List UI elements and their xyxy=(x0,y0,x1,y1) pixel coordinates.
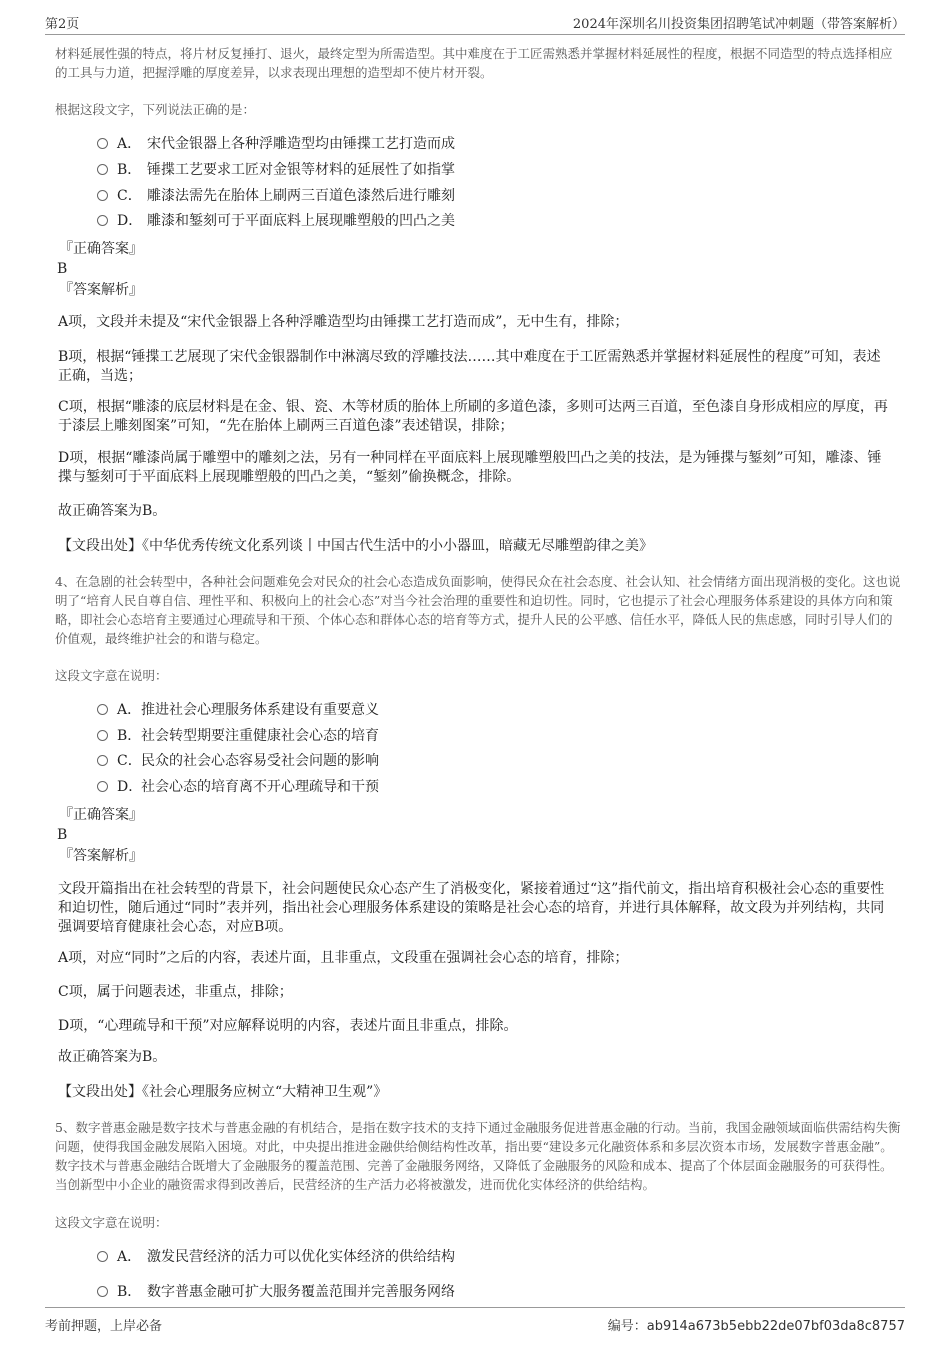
q4-passage: 4、在急剧的社会转型中，各种社会问题难免会对民众的社会心态造成负面影响，使得民众在社会态度、社会认知、社会情绪方面出现消极的变化。这也说明了“培育人民自尊自信、理性平和、积极向上的社会心态”对当今社会治理的重要性和迫切性。同时，它也提示了社会心理服务体系建设的具体方向和策略，即社会心态培育主要通过心理疏导和干预、个体心态和群体心态的培育等方式，提升人民的公平感、信任水平，降低人民的焦虑感，同时引导人们的价值观，最终维护社会的和谐与稳定。 xyxy=(55,574,901,646)
q4-analysis-label: 『答案解析』 xyxy=(59,848,143,864)
radio-button-icon[interactable] xyxy=(97,730,108,741)
page-number: 第2页 xyxy=(45,17,80,32)
q4-prompt: 这段文字意在说明： xyxy=(55,668,168,683)
q3-analysis-c: C项，根据“雕漆的底层材料是在金、银、瓷、木等材质的胎体上所刷的多道色漆，多则可达两三百道，至色漆自身形成相应的厚度，再于漆层上雕刻图案”可知，“先在胎体上刷两三百道色漆”表述错误，排除； xyxy=(58,399,888,434)
footer-slogan: 考前押题，上岸必备 xyxy=(45,1319,163,1334)
radio-button-icon[interactable] xyxy=(97,164,108,175)
radio-button-icon[interactable] xyxy=(97,704,108,715)
q4-analysis-d: D项，“心理疏导和干预”对应解释说明的内容，表述片面且非重点，排除。 xyxy=(58,1018,518,1034)
radio-button-icon[interactable] xyxy=(97,755,108,766)
q4-option-d[interactable]: D．社会心态的培育离不开心理疏导和干预 xyxy=(97,776,379,798)
q4-option-b[interactable]: B．社会转型期要注重健康社会心态的培育 xyxy=(97,725,379,747)
page-footer xyxy=(45,1307,905,1334)
q4-answer: B xyxy=(57,827,68,843)
radio-button-icon[interactable] xyxy=(97,1286,108,1297)
radio-button-icon[interactable] xyxy=(97,781,108,792)
document-code: 编号：ab914a673b5ebb22de07bf03da8c8757 xyxy=(607,1319,905,1334)
radio-button-icon[interactable] xyxy=(97,215,108,226)
q3-analysis-label: 『答案解析』 xyxy=(59,282,143,298)
q4-option-a[interactable]: A．推进社会心理服务体系建设有重要意义 xyxy=(97,699,379,721)
q5-prompt: 这段文字意在说明： xyxy=(55,1215,168,1230)
q3-answer-label: 『正确答案』 xyxy=(59,241,143,257)
q3-option-d[interactable]: D． 雕漆和錾刻可于平面底料上展现雕塑般的凹凸之美 xyxy=(97,210,455,232)
q5-option-a[interactable]: A． 激发民营经济的活力可以优化实体经济的供给结构 xyxy=(97,1246,455,1268)
q4-analysis-c: C项，属于问题表述，非重点，排除； xyxy=(58,984,293,1000)
q4-answer-label: 『正确答案』 xyxy=(59,807,143,823)
q4-analysis-summary: 文段开篇指出在社会转型的背景下，社会问题使民众心态产生了消极变化，紧接着通过“这”指代前文，指出培育积极社会心态的重要性和迫切性，随后通过“同时”表并列，指出社会心理服务体系建设的策略是社会心态的培育，并进行具体解释，故文段为并列结构，共同强调要培育健康社会心态，对应B项。 xyxy=(58,881,885,935)
q4-option-c[interactable]: C．民众的社会心态容易受社会问题的影响 xyxy=(97,750,379,772)
q4-source: 【文段出处】《社会心理服务应树立“大精神卫生观”》 xyxy=(58,1084,388,1100)
q3-option-a[interactable]: A． 宋代金银器上各种浮雕造型均由锤揲工艺打造而成 xyxy=(97,133,455,155)
radio-button-icon[interactable] xyxy=(97,190,108,201)
q3-passage: 材料延展性强的特点，将片材反复捶打、退火，最终定型为所需造型。其中难度在于工匠需熟悉并掌握材料延展性的程度，根据不同造型的特点选择相应的工具与力道，把握浮雕的厚度差异，以求表现出理想的造型却不使片材开裂。 xyxy=(55,46,893,80)
q3-analysis-b: B项，根据“锤揲工艺展现了宋代金银器制作中淋漓尽致的浮雕技法……其中难度在于工匠需熟悉并掌握材料延展性的程度”可知，表述正确，当选； xyxy=(58,349,881,384)
q3-answer: B xyxy=(57,261,68,277)
q5-option-b[interactable]: B． 数字普惠金融可扩大服务覆盖范围并完善服务网络 xyxy=(97,1281,455,1303)
q5-passage: 5、数字普惠金融是数字技术与普惠金融的有机结合，是指在数字技术的支持下通过金融服务促进普惠金融的行动。当前，我国金融领域面临供需结构失衡问题，使得我国金融发展陷入困境。对此，中央提出推进金融供给侧结构性改革，指出要“建设多元化融资体系和多层次资本市场，发展数字普惠金融”。数字技术与普惠金融结合既增大了金融服务的覆盖范围、完善了金融服务网络，又降低了金融服务的风险和成本、提高了个体层面金融服务的可获得性。当创新型中小企业的融资需求得到改善后，民营经济的生产活力必将被激发，进而优化实体经济的供给结构。 xyxy=(55,1120,901,1192)
q4-analysis-a: A项，对应“同时”之后的内容，表述片面，且非重点，文段重在强调社会心态的培育，排除； xyxy=(58,950,629,966)
q3-analysis-d: D项，根据“雕漆尚属于雕塑中的雕刻之法，另有一种同样在平面底料上展现雕塑般凹凸之美的技法，是为锤揲与錾刻”可知，雕漆、锤揲与錾刻可于平面底料上展现雕塑般的凹凸之美，“錾刻”偷换概念，排除。 xyxy=(58,450,882,485)
q3-conclusion: 故正确答案为B。 xyxy=(58,503,167,519)
document-title: 2024年深圳名川投资集团招聘笔试冲刺题（带答案解析） xyxy=(572,17,905,32)
q4-conclusion: 故正确答案为B。 xyxy=(58,1049,167,1065)
q3-option-c[interactable]: C． 雕漆法需先在胎体上刷两三百道色漆然后进行雕刻 xyxy=(97,185,455,207)
radio-button-icon[interactable] xyxy=(97,138,108,149)
q3-source: 【文段出处】《中华优秀传统文化系列谈丨中国古代生活中的小小器皿，暗藏无尽雕塑韵律之美》 xyxy=(58,538,653,554)
q3-option-b[interactable]: B． 锤揲工艺要求工匠对金银等材料的延展性了如指掌 xyxy=(97,159,455,181)
q3-analysis-a: A项，文段并未提及“宋代金银器上各种浮雕造型均由锤揲工艺打造而成”，无中生有，排除； xyxy=(58,314,629,330)
radio-button-icon[interactable] xyxy=(97,1251,108,1262)
q3-prompt: 根据这段文字，下列说法正确的是： xyxy=(55,102,256,117)
page-header xyxy=(45,10,905,35)
